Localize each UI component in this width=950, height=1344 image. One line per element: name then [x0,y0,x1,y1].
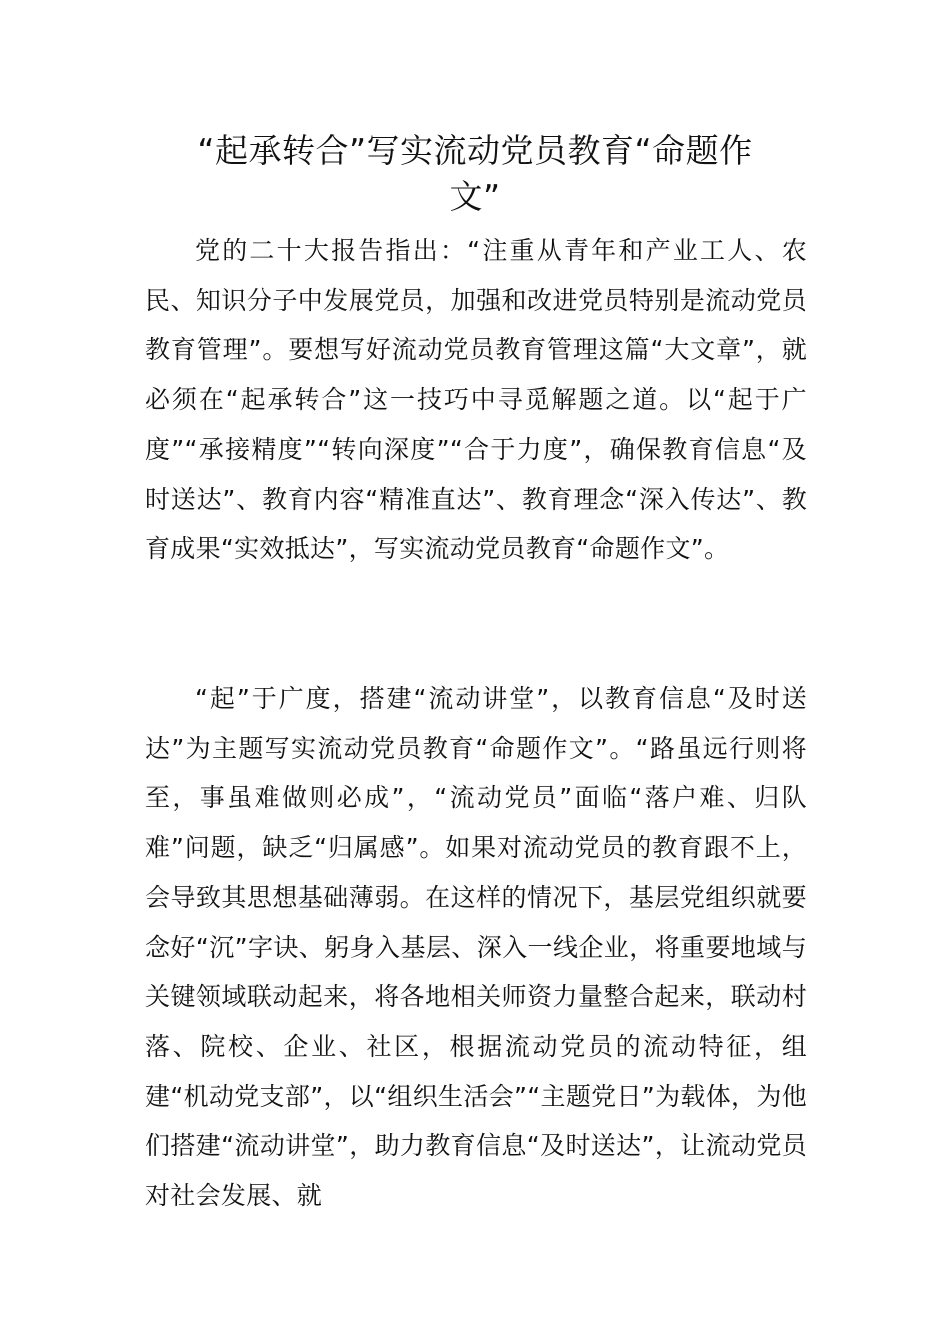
paragraph-section-qi: “起”于广度，搭建“流动讲堂”，以教育信息“及时送达”为主题写实流动党员教育“命题作文”。“路虽远行则将至，事虽难做则必成”，“流动党员”面临“落户难、归队难”问题，缺乏“归属感”。如果对流动党员的教育跟不上，会导致其思想基础薄弱。在这样的情况下，基层党组织就要念好“沉”字诀、躬身入基层、深入一线企业，将重要地域与关键领域联动起来，将各地相关师资力量整合起来，联动村落、院校、企业、社区，根据流动党员的流动特征，组建“机动党支部”，以“组织生活会”“主题党日”为载体，为他们搭建“流动讲堂”，助力教育信息“及时送达”，让流动党员对社会发展、就 [145,684,807,1211]
paragraph-intro: 党的二十大报告指出：“注重从青年和产业工人、农民、知识分子中发展党员，加强和改进党员特别是流动党员教育管理”。要想写好流动党员教育管理这篇“大文章”，就必须在“起承转合”这一技巧中寻觅解题之道。以“起于广度”“承接精度”“转向深度”“合于力度”，确保教育信息“及时送达”、教育内容“精准直达”、教育理念“深入传达”、教育成果“实效抵达”，写实流动党员教育“命题作文”。 [145,236,807,564]
document-title-line-1: “起承转合”写实流动党员教育“命题作 [197,131,753,170]
document-title-line-2: 文” [449,177,501,216]
document-title [140,128,810,220]
